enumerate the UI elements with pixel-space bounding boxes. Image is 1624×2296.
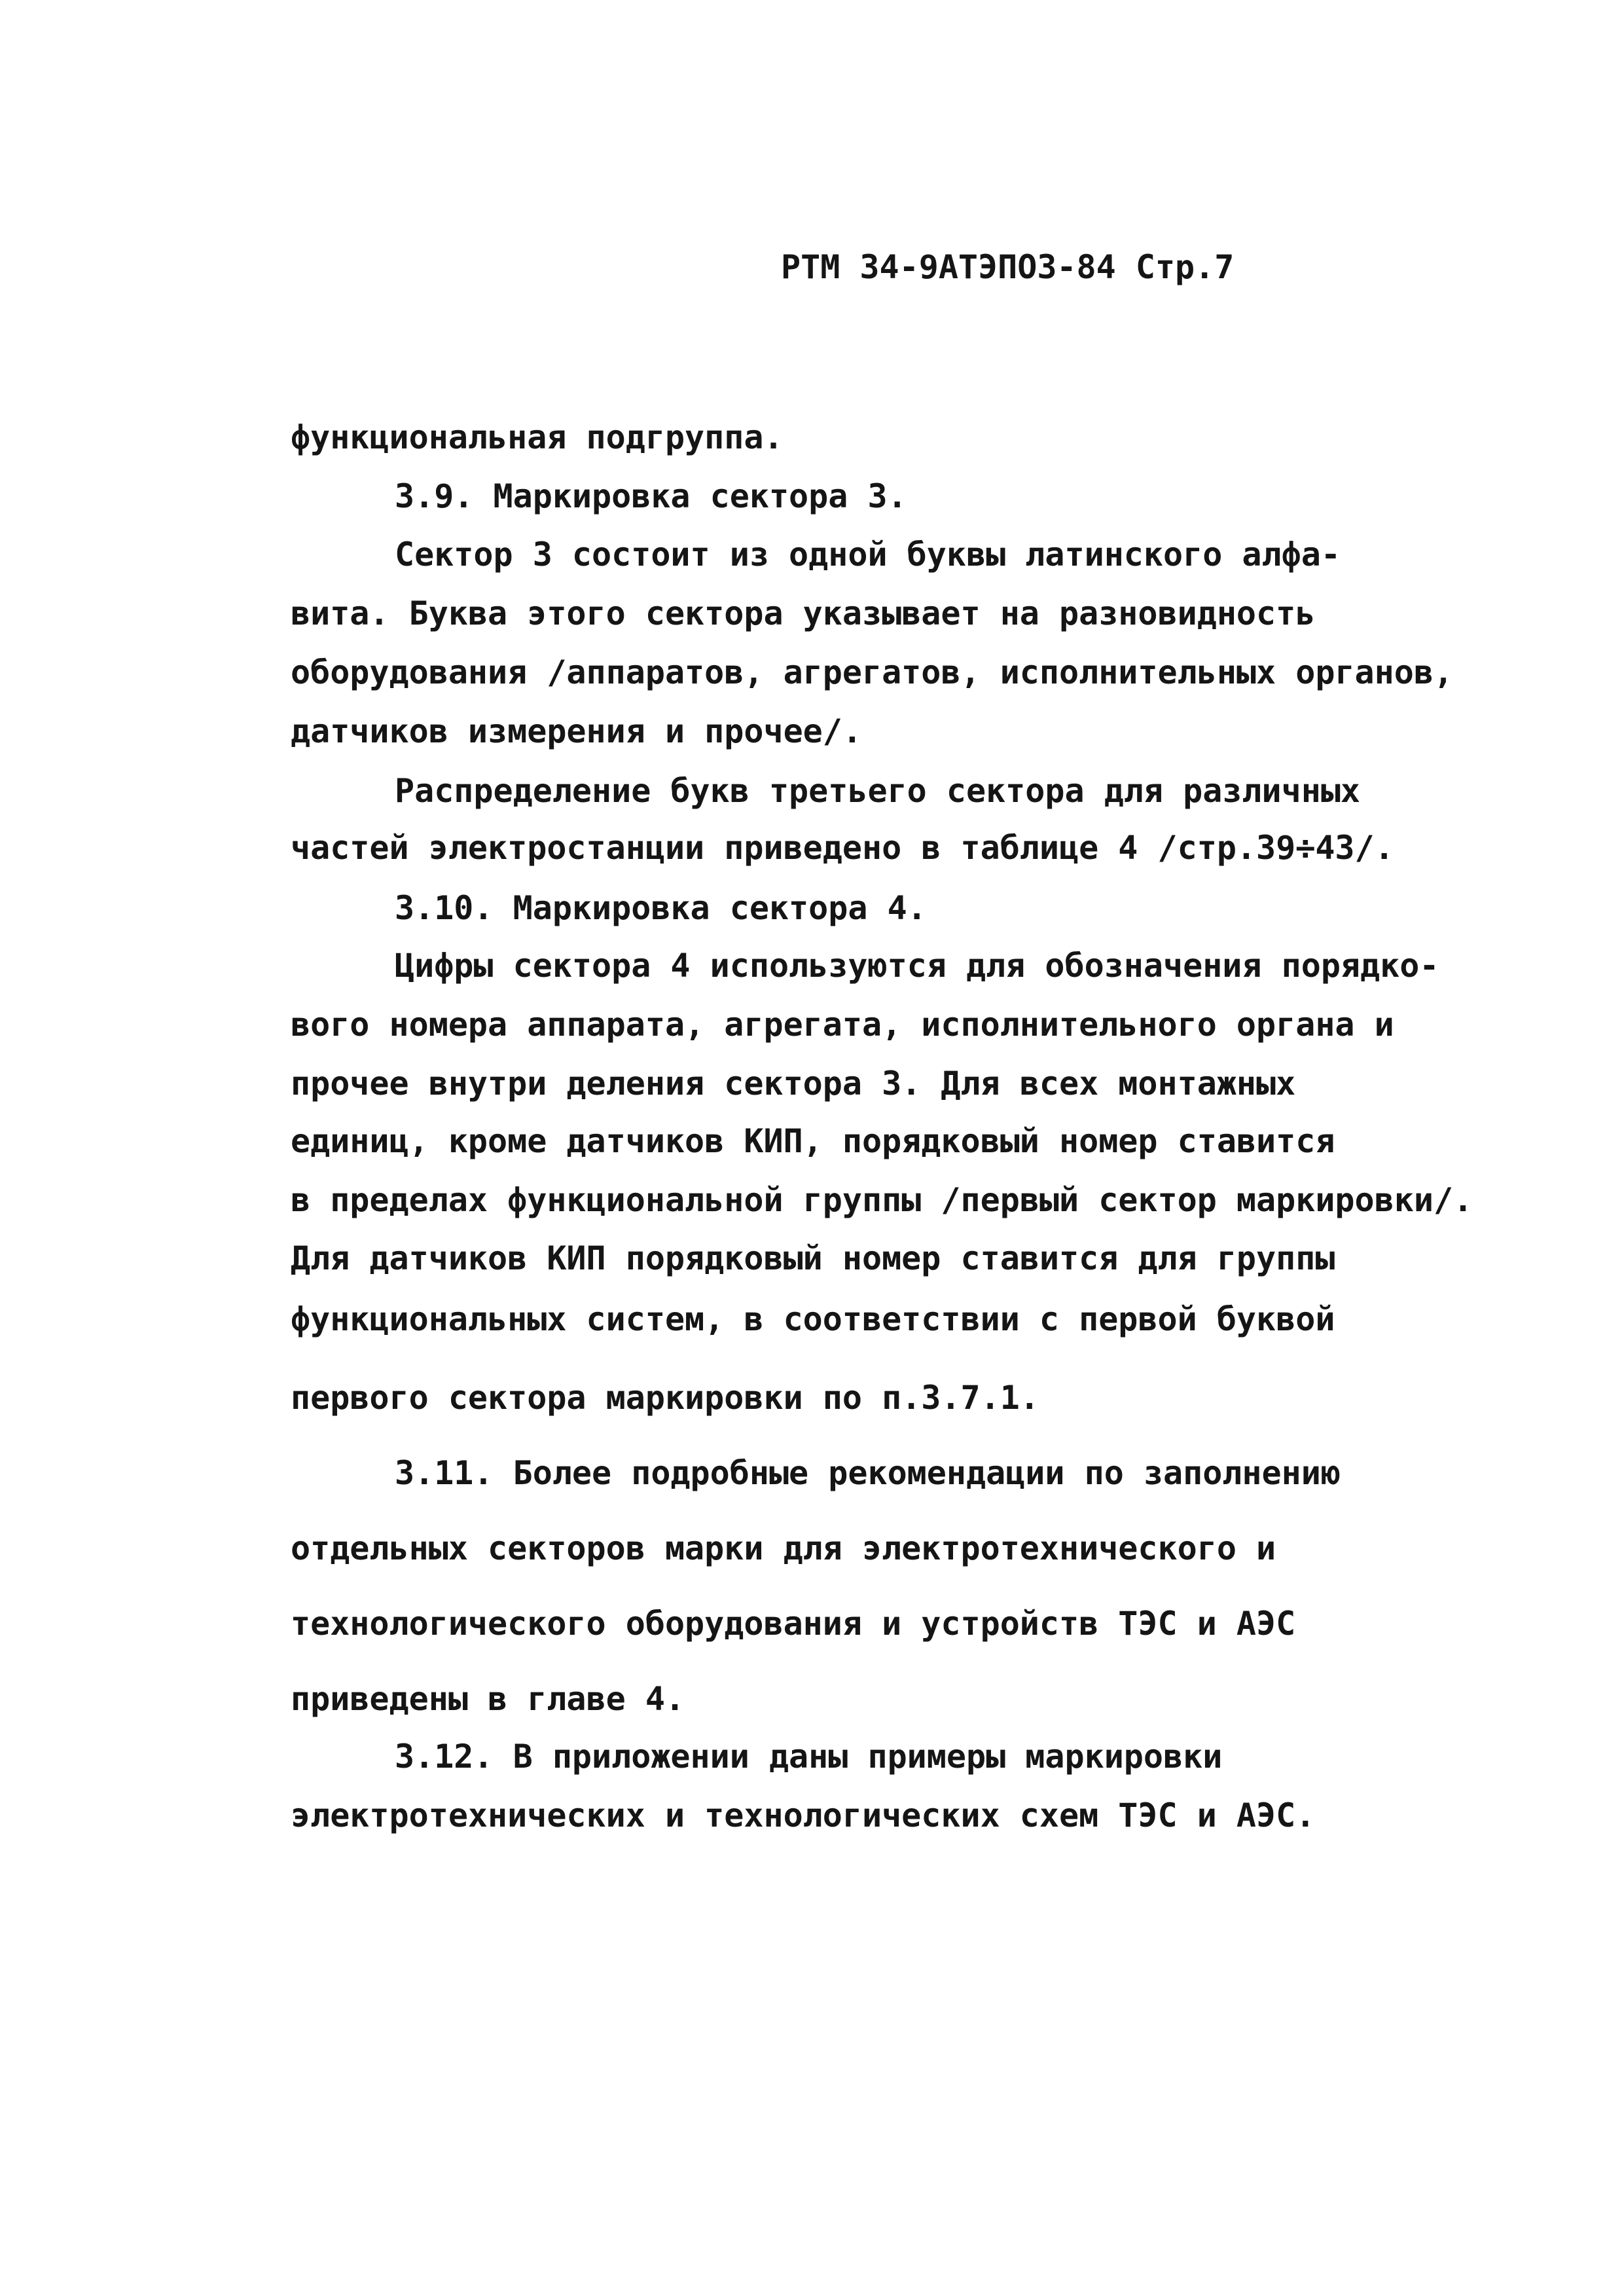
text-line: оборудования /аппаратов, агрегатов, исполнительных органов, — [291, 653, 1454, 691]
section-heading-3-10: 3.10. Маркировка сектора 4. — [395, 889, 927, 927]
text-line: отдельных секторов марки для электротехнического и — [291, 1529, 1276, 1567]
text-line: датчиков измерения и прочее/. — [291, 712, 862, 750]
text-line: первого сектора маркировки по п.3.7.1. — [291, 1379, 1039, 1417]
text-line: Для датчиков КИП порядковый номер ставится для группы — [291, 1239, 1335, 1277]
page-header: РТМ 34-9АТЭПОЗ-84 Стр.7 — [781, 248, 1235, 286]
section-heading-3-9: 3.9. Маркировка сектора 3. — [395, 477, 907, 515]
text-line: Сектор 3 состоит из одной буквы латинского алфа- — [395, 536, 1341, 574]
text-line: в пределах функциональной группы /первый сектор маркировки/. — [291, 1181, 1473, 1219]
text-line: вита. Буква этого сектора указывает на разновидность — [291, 594, 1316, 632]
text-line: Распределение букв третьего сектора для различных — [395, 772, 1361, 810]
section-heading-3-12: 3.12. В приложении даны примеры маркировки — [395, 1738, 1223, 1776]
text-line: частей электростанции приведено в таблице 4 /стр.39÷43/. — [291, 829, 1394, 867]
text-line: приведены в главе 4. — [291, 1680, 685, 1718]
section-heading-3-11: 3.11. Более подробные рекомендации по заполнению — [395, 1454, 1341, 1492]
text-line: Цифры сектора 4 используются для обозначения порядко- — [395, 947, 1439, 985]
text-line: технологического оборудования и устройств ТЭС и АЭС — [291, 1605, 1296, 1643]
text-line: прочее внутри деления сектора 3. Для всех монтажных — [291, 1065, 1296, 1102]
text-line: функциональная подгруппа. — [291, 418, 784, 456]
text-line: электротехнических и технологических схем ТЭС и АЭС. — [291, 1796, 1316, 1834]
text-line: единиц, кроме датчиков КИП, порядковый номер ставится — [291, 1122, 1335, 1160]
text-line: вого номера аппарата, агрегата, исполнительного органа и — [291, 1006, 1394, 1044]
text-line: функциональных систем, в соответствии с первой буквой — [291, 1300, 1335, 1338]
